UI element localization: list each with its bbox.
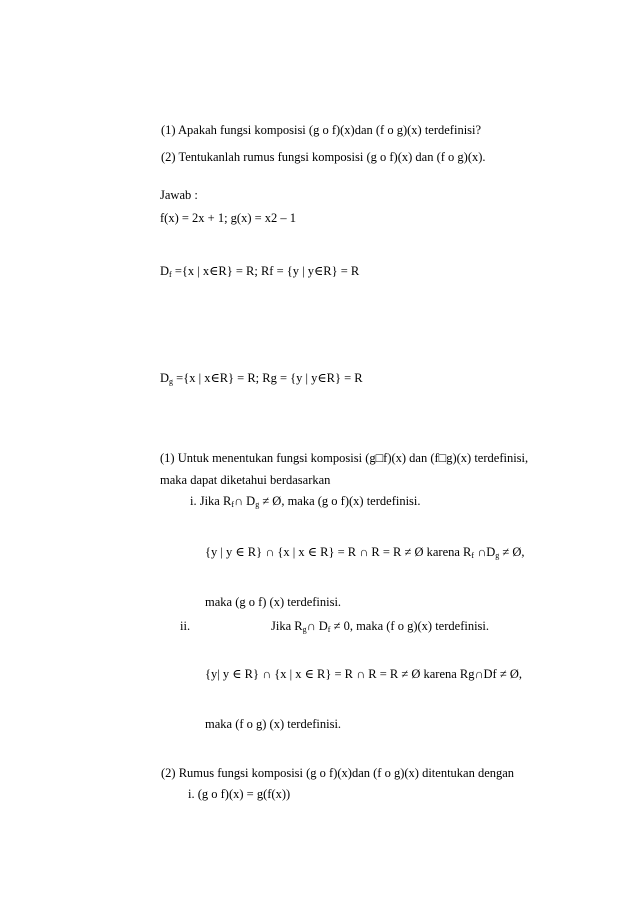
- question-1: (1) Apakah fungsi komposisi (g o f)(x)dan (f o g)(x) terdefinisi?: [161, 123, 482, 137]
- item-ii-text-a: Jika R: [271, 619, 303, 633]
- item-ii-marker: ii.: [180, 619, 191, 633]
- item-ii-text-b: ∩ D: [306, 619, 328, 633]
- item-i-set-sub-2: g: [495, 551, 500, 560]
- domain-f-line: [160, 263, 359, 279]
- item-ii-conclusion: maka (f o g) (x) terdefinisi.: [205, 717, 342, 731]
- domain-g-rest: ={x | x∈R} = R; Rg = {y | y∈R} = R: [173, 371, 363, 385]
- item-ii-set-line: {y| y ∈ R} ∩ {x | x ∈ R} = R ∩ R = R ≠ Ø karena Rg∩Df ≠ Ø,: [205, 667, 522, 681]
- domain-g-subscript: g: [169, 377, 174, 386]
- item-i-text-c: ≠ Ø, maka (g o f)(x) terdefinisi.: [259, 494, 421, 508]
- question-2: (2) Tentukanlah rumus fungsi komposisi (g o f)(x) dan (f o g)(x).: [161, 150, 486, 164]
- item-i-sub-2: g: [255, 500, 260, 509]
- item-i-set-c: ≠ Ø,: [499, 545, 525, 559]
- item-i-text-a: i. Jika R: [190, 494, 232, 508]
- item-i-sub-1: f: [231, 500, 234, 509]
- item-i-set-b: ∩D: [474, 545, 496, 559]
- item-ii-text-c: ≠ 0, maka (f o g)(x) terdefinisi.: [330, 619, 490, 633]
- domain-g-letter: D: [160, 371, 170, 385]
- item-i-set-sub-1: f: [471, 551, 475, 560]
- item-ii-sub-1: g: [302, 625, 307, 634]
- part2-intro: (2) Rumus fungsi komposisi (g o f)(x)dan (f o g)(x) ditentukan dengan: [161, 766, 515, 780]
- domain-f-subscript: f: [169, 270, 172, 279]
- item-ii-sub-2: f: [327, 625, 331, 634]
- part1-intro: (1) Untuk menentukan fungsi komposisi (g□f)(x) dan (f□g)(x) terdefinisi,: [160, 451, 529, 465]
- item-i-text-b: ∩ D: [234, 494, 256, 508]
- domain-g-line: [160, 370, 363, 386]
- item-i-conclusion: maka (g o f) (x) terdefinisi.: [205, 595, 342, 609]
- domain-f-letter: D: [160, 264, 170, 278]
- function-definitions: f(x) = 2x + 1; g(x) = x2 – 1: [160, 211, 297, 225]
- item-i-set-line: [205, 544, 525, 560]
- part1-item-i: [190, 493, 421, 509]
- part2-item-i: i. (g o f)(x) = g(f(x)): [188, 787, 291, 801]
- part1-item-ii: [271, 618, 489, 634]
- answer-label: Jawab :: [160, 188, 198, 202]
- item-i-set-a: {y | y ∈ R} ∩ {x | x ∈ R} = R ∩ R = R ≠ Ø karena R: [205, 545, 472, 559]
- domain-f-rest: ={x | x∈R} = R; Rf = {y | y∈R} = R: [171, 264, 360, 278]
- part1-intro-2: maka dapat diketahui berdasarkan: [160, 473, 331, 487]
